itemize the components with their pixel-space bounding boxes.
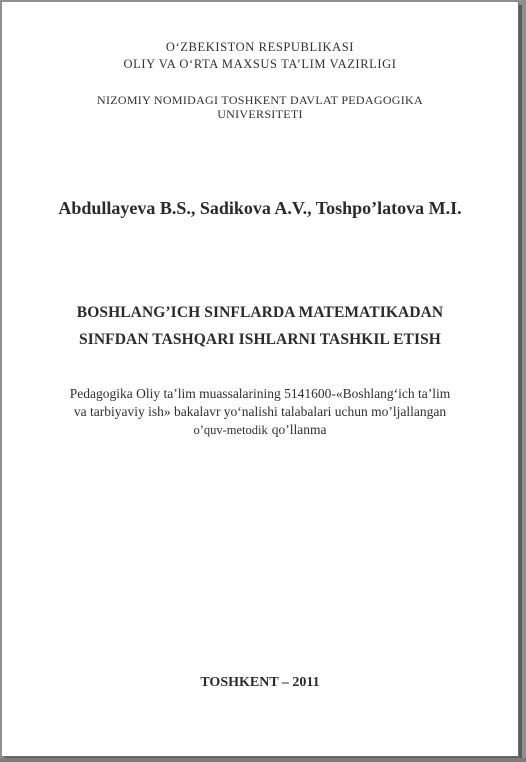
university-line-1: NIZOMIY NOMIDAGI TOSHKENT DAVLAT PEDAGOGIKA bbox=[96, 93, 423, 107]
title-line-2: SINFDAN TASHQARI ISHLARNI TASHKIL ETISH bbox=[79, 331, 441, 348]
description-line-1: Pedagogika Oliy ta’lim muassalarining 5141600-«Boshlang‘ich ta’lim bbox=[69, 386, 451, 401]
viewer-bottom-edge bbox=[0, 758, 526, 762]
university-line-2: UNIVERSITETI bbox=[217, 107, 303, 121]
authors: Abdullayeva B.S., Sadikova A.V., Toshpo’latova M.I. bbox=[58, 198, 462, 218]
title-line-1: BOSHLANG’ICH SINFLARDA MATEMATIKADAN bbox=[76, 304, 444, 321]
description-line-3 bbox=[2, 421, 518, 439]
description-line-3b: qo’llanma bbox=[271, 422, 327, 437]
city-year: TOSHKENT – 2011 bbox=[200, 675, 320, 690]
description-line-2: va tarbiyaviy ish» bakalavr yo‘nalishi talabalari uchun mo’ljallangan bbox=[73, 404, 447, 419]
ministry-line-2: OLIY VA O‘RTA MAXSUS TA’LIM VAZIRLIGI bbox=[123, 57, 397, 71]
ministry-line-1: O‘ZBEKISTON RESPUBLIKASI bbox=[165, 40, 355, 54]
document-page bbox=[2, 2, 519, 757]
description-line-3a: o’quv-metodik bbox=[193, 423, 268, 437]
